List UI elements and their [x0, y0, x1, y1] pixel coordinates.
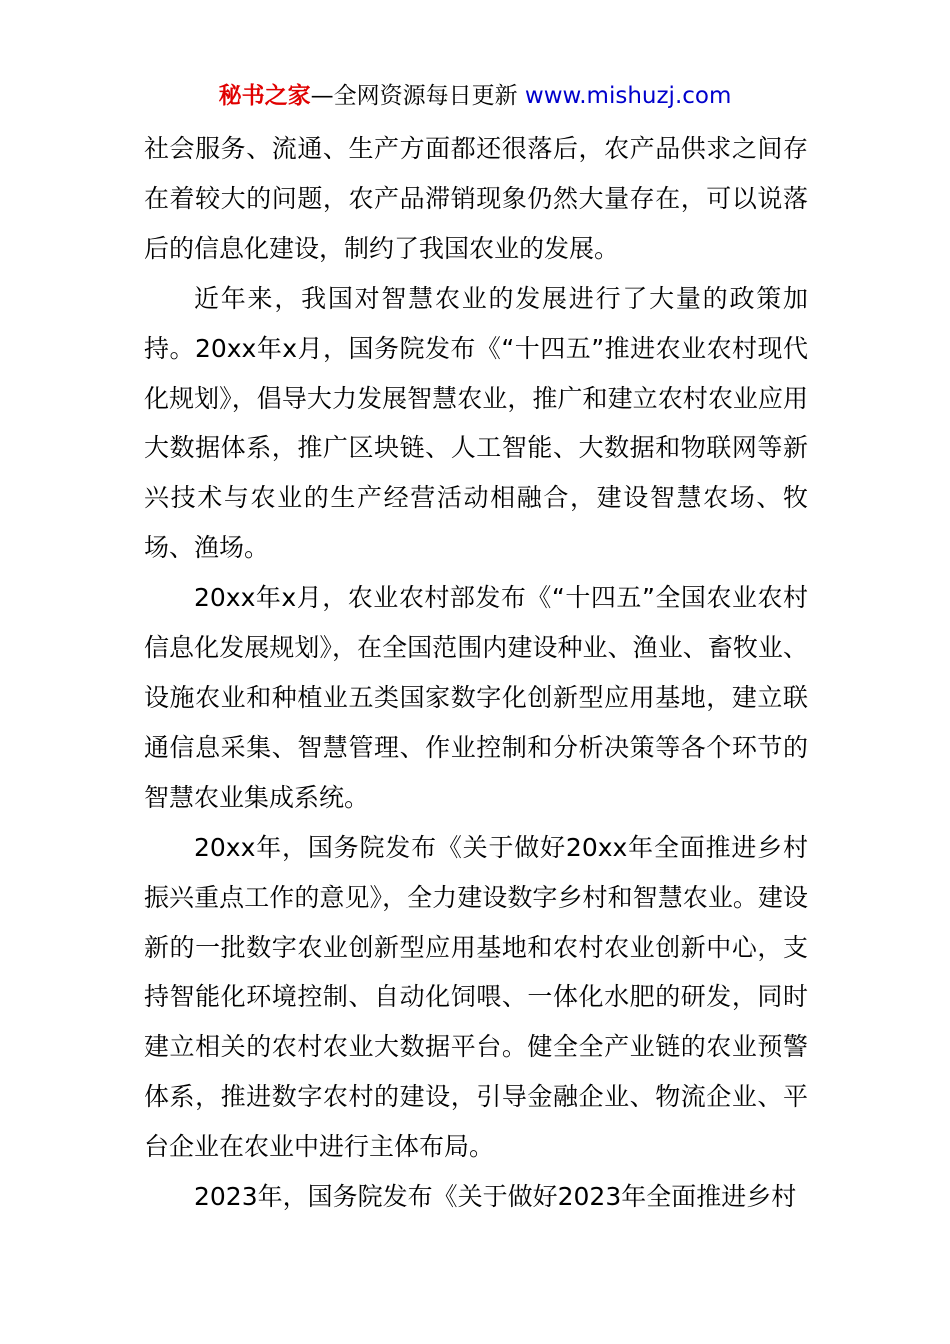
paragraph-1: 社会服务、流通、生产方面都还很落后，农产品供求之间存在着较大的问题，农产品滞销现象仍然大量存在，可以说落后的信息化建设，制约了我国农业的发展。 [144, 134, 808, 263]
paragraph-4: 20xx年，国务院发布《关于做好20xx年全面推进乡村振兴重点工作的意见》，全力建设数字乡村和智慧农业。建设新的一批数字农业创新型应用基地和农村农业创新中心，支持智能化环境控制、自动化饲喂、一体化水肥的研发，同时建立相关的农村农业大数据平台。健全全产业链的农业预警体系，推进数字农村的建设，引导金融企业、物流企业、平台企业在农业中进行主体布局。 [144, 832, 808, 1162]
paragraph-3: 20xx年x月，农业农村部发布《“十四五”全国农业农村信息化发展规划》，在全国范围内建设种业、渔业、畜牧业、设施农业和种植业五类国家数字化创新型应用基地，建立联通信息采集、智慧管理、作业控制和分析决策等各个环节的智慧农业集成系统。 [144, 583, 808, 812]
brand-name: 秘书之家 [218, 83, 311, 109]
page-header [0, 80, 950, 112]
paragraph-2: 近年来，我国对智慧农业的发展进行了大量的政策加持。20xx年x月，国务院发布《“十四五”推进农业农村现代化规划》，倡导大力发展智慧农业，推广和建立农村农业应用大数据体系，推广区块链、人工智能、大数据和物联网等新兴技术与农业的生产经营活动相融合，建设智慧农场、牧场、渔场。 [144, 283, 808, 563]
site-url-link[interactable]: www.mishuzj.com [524, 83, 732, 109]
paragraph-5: 2023年，国务院发布《关于做好2023年全面推进乡村 [194, 1182, 797, 1212]
header-tagline: —全网资源每日更新 [310, 83, 525, 109]
document-body [144, 124, 808, 1222]
